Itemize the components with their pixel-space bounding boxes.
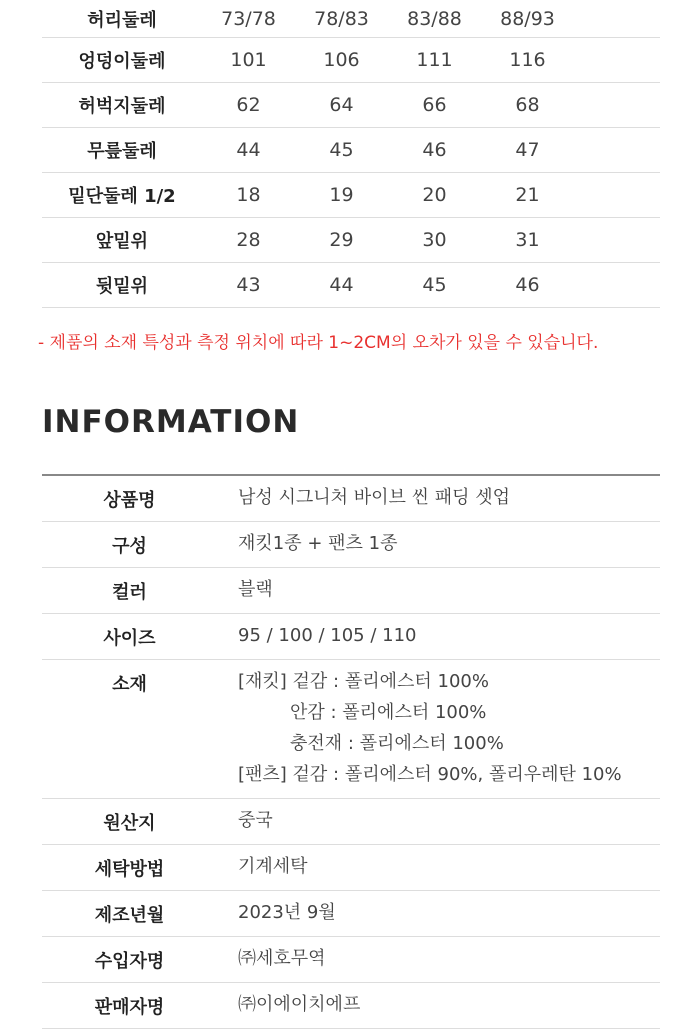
- info-row-washing: [42, 845, 660, 891]
- size-cell: 111: [388, 38, 481, 83]
- size-cell: 88/93: [481, 0, 574, 38]
- size-cell: 30: [388, 218, 481, 263]
- info-row-seller: [42, 983, 660, 1029]
- info-value-line: 기계세탁: [238, 856, 308, 877]
- size-cell: 19: [295, 173, 388, 218]
- info-value: [217, 614, 660, 659]
- size-row-hem: [42, 173, 660, 218]
- size-cell-spacer: [574, 38, 660, 83]
- size-row-label: 허벅지둘레: [42, 83, 202, 128]
- info-value: [217, 522, 660, 567]
- info-label: 판매자명: [94, 997, 165, 1018]
- info-row-material: [42, 660, 660, 799]
- size-row-waist: [42, 0, 660, 38]
- info-value: [217, 476, 660, 521]
- size-cell-spacer: [574, 83, 660, 128]
- info-row-size: [42, 614, 660, 660]
- size-cell: 45: [388, 263, 481, 308]
- size-cell: 116: [481, 38, 574, 83]
- info-value: [217, 983, 660, 1028]
- info-value-line: 2023년 9월: [238, 902, 336, 923]
- info-value: [217, 799, 660, 844]
- info-row-composition: [42, 522, 660, 568]
- info-value-line: 안감 : 폴리에스터 100%: [290, 702, 487, 723]
- info-value: [217, 568, 660, 613]
- info-value-line: 95 / 100 / 105 / 110: [238, 625, 417, 646]
- size-cell: 45: [295, 128, 388, 173]
- info-value-line: [재킷] 겉감 : 폴리에스터 100%: [238, 671, 489, 692]
- info-row-importer: [42, 937, 660, 983]
- size-cell: 78/83: [295, 0, 388, 38]
- size-cell: 28: [202, 218, 295, 263]
- measurement-notice: - 제품의 소재 특성과 측정 위치에 따라 1~2CM의 오차가 있을 수 있습니다.: [38, 333, 599, 353]
- info-label: 제조년월: [94, 905, 165, 926]
- info-label: 컬러: [112, 582, 147, 603]
- info-row-product-name: [42, 476, 660, 522]
- info-row-manufacture-date: [42, 891, 660, 937]
- size-row-hip: [42, 38, 660, 83]
- size-cell: 44: [202, 128, 295, 173]
- size-cell: 31: [481, 218, 574, 263]
- size-row-label: 뒷밑위: [42, 263, 202, 308]
- size-cell: 66: [388, 83, 481, 128]
- info-value-line: 남성 시그니처 바이브 씬 패딩 셋업: [238, 487, 511, 508]
- information-title: INFORMATION: [42, 404, 300, 440]
- size-cell-spacer: [574, 0, 660, 38]
- info-value-line: ㈜이에이치에프: [238, 994, 361, 1015]
- info-label: 사이즈: [103, 628, 156, 649]
- size-cell: 73/78: [202, 0, 295, 38]
- info-value: [217, 845, 660, 890]
- size-cell: 64: [295, 83, 388, 128]
- size-row-back-rise: [42, 263, 660, 308]
- info-value-line: ㈜세호무역: [238, 948, 326, 969]
- info-label: 원산지: [103, 813, 156, 834]
- size-cell: 68: [481, 83, 574, 128]
- size-cell: 20: [388, 173, 481, 218]
- size-row-label: 앞밑위: [42, 218, 202, 263]
- size-cell-spacer: [574, 173, 660, 218]
- size-row-front-rise: [42, 218, 660, 263]
- size-row-label: 허리둘레: [42, 0, 202, 38]
- info-row-origin: [42, 799, 660, 845]
- size-cell: 44: [295, 263, 388, 308]
- info-row-color: [42, 568, 660, 614]
- size-cell-spacer: [574, 218, 660, 263]
- info-value: [217, 937, 660, 982]
- size-cell: 62: [202, 83, 295, 128]
- size-cell: 18: [202, 173, 295, 218]
- size-cell-spacer: [574, 263, 660, 308]
- size-row-knee: [42, 128, 660, 173]
- info-value: [217, 660, 660, 798]
- info-value-line: 블랙: [238, 579, 273, 600]
- size-cell: 101: [202, 38, 295, 83]
- size-cell: 47: [481, 128, 574, 173]
- size-cell: 21: [481, 173, 574, 218]
- size-cell: 46: [481, 263, 574, 308]
- info-label: 상품명: [103, 490, 156, 511]
- size-row-label: 밑단둘레 1/2: [42, 173, 202, 218]
- info-value-line: 충전재 : 폴리에스터 100%: [290, 733, 504, 754]
- info-label: 세탁방법: [94, 859, 165, 880]
- size-cell: 43: [202, 263, 295, 308]
- info-value-line: 중국: [238, 810, 273, 831]
- size-cell: 106: [295, 38, 388, 83]
- size-cell-spacer: [574, 128, 660, 173]
- info-label: 구성: [112, 536, 147, 557]
- size-table: [42, 0, 660, 308]
- info-value: [217, 891, 660, 936]
- info-value-line: 재킷1종 + 팬츠 1종: [238, 533, 398, 554]
- size-row-label: 무릎둘레: [42, 128, 202, 173]
- info-value-line: [팬츠] 겉감 : 폴리에스터 90%, 폴리우레탄 10%: [238, 764, 622, 785]
- size-row-thigh: [42, 83, 660, 128]
- information-table: [42, 474, 660, 1029]
- size-cell: 29: [295, 218, 388, 263]
- size-row-label: 엉덩이둘레: [42, 38, 202, 83]
- info-label: 수입자명: [94, 951, 165, 972]
- info-label: 소재: [112, 674, 147, 695]
- size-cell: 83/88: [388, 0, 481, 38]
- size-cell: 46: [388, 128, 481, 173]
